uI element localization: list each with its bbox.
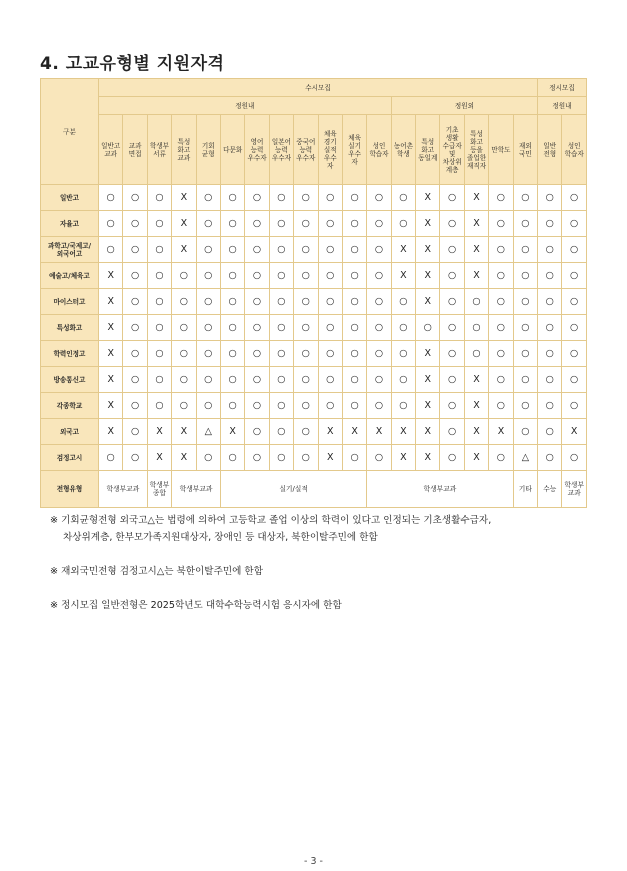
admission-type-cell: 학생부교과 bbox=[367, 471, 513, 508]
eligibility-cell: X bbox=[416, 341, 440, 367]
column-header: 기회 균형 bbox=[196, 115, 220, 185]
eligibility-cell: ○ bbox=[489, 341, 513, 367]
eligibility-cell: ○ bbox=[172, 315, 196, 341]
eligibility-cell: ○ bbox=[294, 393, 318, 419]
eligibility-cell: ○ bbox=[245, 445, 269, 471]
eligibility-cell: ○ bbox=[513, 237, 537, 263]
eligibility-cell: ○ bbox=[172, 367, 196, 393]
eligibility-cell: ○ bbox=[294, 341, 318, 367]
eligibility-cell: ○ bbox=[367, 185, 391, 211]
eligibility-cell: X bbox=[99, 315, 123, 341]
table-row bbox=[41, 289, 587, 315]
eligibility-cell: ○ bbox=[99, 185, 123, 211]
eligibility-cell: ○ bbox=[440, 315, 464, 341]
eligibility-cell: ○ bbox=[245, 289, 269, 315]
eligibility-cell: ○ bbox=[318, 289, 342, 315]
eligibility-cell: ○ bbox=[196, 341, 220, 367]
eligibility-cell: ○ bbox=[220, 185, 244, 211]
eligibility-cell: ○ bbox=[562, 185, 586, 211]
eligibility-cell: X bbox=[464, 445, 488, 471]
note bbox=[50, 597, 590, 614]
eligibility-cell: ○ bbox=[342, 315, 366, 341]
eligibility-cell: ○ bbox=[342, 289, 366, 315]
eligibility-cell: ○ bbox=[123, 289, 147, 315]
eligibility-cell: X bbox=[99, 367, 123, 393]
eligibility-cell: X bbox=[147, 445, 171, 471]
eligibility-cell: ○ bbox=[513, 315, 537, 341]
eligibility-cell: ○ bbox=[562, 211, 586, 237]
eligibility-cell: ○ bbox=[147, 237, 171, 263]
note-line: ※ 정시모집 일반전형은 2025학년도 대학수학능력시험 응시자에 한함 bbox=[50, 600, 342, 611]
column-header: 다문화 bbox=[220, 115, 244, 185]
eligibility-cell: ○ bbox=[318, 185, 342, 211]
eligibility-cell: ○ bbox=[220, 445, 244, 471]
note-line: ※ 기회균형전형 외국고△는 법령에 의하여 고등학교 졸업 이상의 학력이 있다고 인정되는 기초생활수급자, bbox=[50, 515, 492, 526]
column-header: 재외 국민 bbox=[513, 115, 537, 185]
eligibility-cell: ○ bbox=[538, 315, 562, 341]
eligibility-cell: ○ bbox=[342, 445, 366, 471]
eligibility-cell: ○ bbox=[440, 367, 464, 393]
page-number: - 3 - bbox=[304, 856, 323, 867]
eligibility-cell: ○ bbox=[318, 211, 342, 237]
eligibility-cell: ○ bbox=[196, 211, 220, 237]
eligibility-cell: X bbox=[416, 445, 440, 471]
row-label: 검정고시 bbox=[41, 445, 99, 471]
eligibility-cell: X bbox=[416, 419, 440, 445]
column-header: 만학도 bbox=[489, 115, 513, 185]
table-row bbox=[41, 263, 587, 289]
eligibility-cell: ○ bbox=[562, 237, 586, 263]
eligibility-cell: X bbox=[342, 419, 366, 445]
eligibility-cell: ○ bbox=[538, 185, 562, 211]
eligibility-cell: ○ bbox=[294, 237, 318, 263]
eligibility-cell: ○ bbox=[318, 367, 342, 393]
eligibility-cell: ○ bbox=[391, 367, 415, 393]
eligibility-cell: X bbox=[562, 419, 586, 445]
eligibility-cell: ○ bbox=[220, 315, 244, 341]
eligibility-cell: ○ bbox=[245, 393, 269, 419]
eligibility-cell: ○ bbox=[342, 237, 366, 263]
eligibility-cell: ○ bbox=[196, 367, 220, 393]
eligibility-cell: ○ bbox=[416, 315, 440, 341]
eligibility-cell: ○ bbox=[269, 185, 293, 211]
footer-label: 전형유형 bbox=[41, 471, 99, 508]
row-label: 마이스터고 bbox=[41, 289, 99, 315]
eligibility-cell: X bbox=[172, 445, 196, 471]
eligibility-cell: X bbox=[416, 237, 440, 263]
eligibility-cell: X bbox=[464, 211, 488, 237]
column-header: 학생부 서류 bbox=[147, 115, 171, 185]
eligibility-cell: X bbox=[391, 237, 415, 263]
admission-type-cell: 학생부교과 bbox=[172, 471, 221, 508]
eligibility-cell: ○ bbox=[220, 211, 244, 237]
eligibility-cell: ○ bbox=[147, 367, 171, 393]
eligibility-cell: X bbox=[172, 237, 196, 263]
eligibility-cell: ○ bbox=[245, 419, 269, 445]
column-header: 성인 학습자 bbox=[562, 115, 586, 185]
eligibility-cell: △ bbox=[513, 445, 537, 471]
row-label: 자율고 bbox=[41, 211, 99, 237]
eligibility-cell: ○ bbox=[196, 315, 220, 341]
eligibility-cell: ○ bbox=[99, 237, 123, 263]
jeongsi-quota-in-header: 정원내 bbox=[538, 97, 587, 115]
eligibility-cell: X bbox=[416, 263, 440, 289]
note bbox=[50, 512, 590, 546]
eligibility-cell: ○ bbox=[196, 185, 220, 211]
eligibility-cell: ○ bbox=[196, 445, 220, 471]
admission-type-cell: 수능 bbox=[538, 471, 562, 508]
eligibility-cell: X bbox=[416, 367, 440, 393]
eligibility-cell: ○ bbox=[538, 419, 562, 445]
eligibility-cell: ○ bbox=[99, 211, 123, 237]
column-header: 중국어 능력 우수자 bbox=[294, 115, 318, 185]
eligibility-cell: ○ bbox=[172, 393, 196, 419]
column-header: 특성 화고 교과 bbox=[172, 115, 196, 185]
eligibility-cell: ○ bbox=[123, 237, 147, 263]
eligibility-cell: ○ bbox=[391, 315, 415, 341]
note bbox=[50, 563, 590, 580]
footer-row bbox=[41, 471, 587, 508]
eligibility-cell: ○ bbox=[367, 315, 391, 341]
eligibility-cell: ○ bbox=[367, 341, 391, 367]
eligibility-cell: ○ bbox=[245, 237, 269, 263]
eligibility-cell: ○ bbox=[513, 419, 537, 445]
column-header: 교과 면접 bbox=[123, 115, 147, 185]
row-label: 학력인정고 bbox=[41, 341, 99, 367]
eligibility-cell: X bbox=[391, 445, 415, 471]
row-label: 각종학교 bbox=[41, 393, 99, 419]
eligibility-cell: ○ bbox=[440, 393, 464, 419]
eligibility-cell: ○ bbox=[513, 393, 537, 419]
eligibility-cell: ○ bbox=[147, 315, 171, 341]
eligibility-cell: ○ bbox=[99, 445, 123, 471]
eligibility-cell: ○ bbox=[489, 445, 513, 471]
table-row bbox=[41, 315, 587, 341]
table-row bbox=[41, 367, 587, 393]
eligibility-cell: ○ bbox=[269, 419, 293, 445]
eligibility-cell: ○ bbox=[538, 393, 562, 419]
note-line: ※ 재외국민전형 검정고시△는 북한이탈주민에 한함 bbox=[50, 566, 263, 577]
table-row bbox=[41, 341, 587, 367]
eligibility-cell: ○ bbox=[172, 263, 196, 289]
eligibility-cell: ○ bbox=[513, 367, 537, 393]
column-header: 일본어 능력 우수자 bbox=[269, 115, 293, 185]
eligibility-cell: ○ bbox=[342, 185, 366, 211]
column-header: 특성 화고 등을 졸업한 재직자 bbox=[464, 115, 488, 185]
eligibility-cell: X bbox=[172, 211, 196, 237]
eligibility-cell: ○ bbox=[269, 367, 293, 393]
eligibility-cell: ○ bbox=[245, 211, 269, 237]
eligibility-cell: X bbox=[391, 419, 415, 445]
eligibility-cell: ○ bbox=[440, 263, 464, 289]
eligibility-cell: ○ bbox=[440, 185, 464, 211]
column-header: 체육 실기 우수 자 bbox=[342, 115, 366, 185]
eligibility-cell: ○ bbox=[318, 393, 342, 419]
eligibility-cell: X bbox=[416, 393, 440, 419]
eligibility-cell: ○ bbox=[538, 237, 562, 263]
eligibility-cell: ○ bbox=[342, 341, 366, 367]
eligibility-cell: ○ bbox=[562, 367, 586, 393]
eligibility-cell: X bbox=[391, 263, 415, 289]
eligibility-cell: ○ bbox=[513, 289, 537, 315]
eligibility-cell: X bbox=[318, 445, 342, 471]
eligibility-cell: ○ bbox=[513, 185, 537, 211]
eligibility-cell: ○ bbox=[294, 367, 318, 393]
eligibility-cell: ○ bbox=[367, 211, 391, 237]
eligibility-cell: ○ bbox=[464, 341, 488, 367]
eligibility-cell: ○ bbox=[318, 263, 342, 289]
eligibility-cell: ○ bbox=[123, 185, 147, 211]
eligibility-cell: ○ bbox=[245, 263, 269, 289]
eligibility-cell: ○ bbox=[245, 341, 269, 367]
corner-header: 구분 bbox=[41, 79, 99, 185]
table-row bbox=[41, 445, 587, 471]
row-label: 외국고 bbox=[41, 419, 99, 445]
eligibility-cell: ○ bbox=[489, 367, 513, 393]
column-header: 일반 전형 bbox=[538, 115, 562, 185]
eligibility-cell: ○ bbox=[294, 211, 318, 237]
eligibility-cell: ○ bbox=[440, 211, 464, 237]
column-header: 체육 경기 실적 우수 자 bbox=[318, 115, 342, 185]
row-label: 일반고 bbox=[41, 185, 99, 211]
eligibility-table bbox=[40, 78, 587, 508]
eligibility-cell: ○ bbox=[464, 315, 488, 341]
eligibility-cell: X bbox=[464, 185, 488, 211]
table-row bbox=[41, 211, 587, 237]
table-row bbox=[41, 237, 587, 263]
eligibility-cell: ○ bbox=[489, 289, 513, 315]
eligibility-cell: ○ bbox=[391, 211, 415, 237]
row-label: 특성화고 bbox=[41, 315, 99, 341]
eligibility-cell: X bbox=[464, 419, 488, 445]
eligibility-cell: ○ bbox=[269, 315, 293, 341]
eligibility-cell: X bbox=[172, 419, 196, 445]
eligibility-cell: ○ bbox=[562, 263, 586, 289]
eligibility-cell: X bbox=[99, 263, 123, 289]
eligibility-cell: ○ bbox=[318, 315, 342, 341]
eligibility-cell: △ bbox=[196, 419, 220, 445]
column-header: 특성 화고 동일계 bbox=[416, 115, 440, 185]
eligibility-cell: ○ bbox=[269, 445, 293, 471]
eligibility-cell: ○ bbox=[513, 211, 537, 237]
eligibility-cell: ○ bbox=[513, 263, 537, 289]
eligibility-cell: X bbox=[99, 419, 123, 445]
eligibility-cell: ○ bbox=[196, 237, 220, 263]
susi-quota-in-header: 정원내 bbox=[99, 97, 392, 115]
admission-type-cell: 학생부 종합 bbox=[147, 471, 171, 508]
eligibility-cell: X bbox=[220, 419, 244, 445]
eligibility-cell: ○ bbox=[538, 341, 562, 367]
eligibility-cell: ○ bbox=[440, 341, 464, 367]
eligibility-cell: ○ bbox=[367, 445, 391, 471]
eligibility-cell: ○ bbox=[538, 289, 562, 315]
eligibility-cell: ○ bbox=[391, 289, 415, 315]
eligibility-cell: ○ bbox=[489, 185, 513, 211]
admission-type-cell: 학생부 교과 bbox=[562, 471, 586, 508]
eligibility-cell: ○ bbox=[513, 341, 537, 367]
eligibility-cell: ○ bbox=[123, 211, 147, 237]
table-row bbox=[41, 185, 587, 211]
eligibility-cell: ○ bbox=[123, 263, 147, 289]
eligibility-cell: ○ bbox=[123, 315, 147, 341]
eligibility-cell: X bbox=[464, 367, 488, 393]
eligibility-cell: X bbox=[99, 393, 123, 419]
note-line: 차상위계층, 한부모가족지원대상자, 장애인 등 대상자, 북한이탈주민에 한함 bbox=[63, 532, 378, 543]
eligibility-cell: ○ bbox=[220, 237, 244, 263]
eligibility-cell: ○ bbox=[562, 341, 586, 367]
row-label: 방송통신고 bbox=[41, 367, 99, 393]
eligibility-cell: ○ bbox=[269, 263, 293, 289]
eligibility-cell: ○ bbox=[245, 367, 269, 393]
eligibility-cell: ○ bbox=[123, 393, 147, 419]
admission-type-cell: 기타 bbox=[513, 471, 537, 508]
column-header: 성인 학습자 bbox=[367, 115, 391, 185]
row-label: 과학고/국제고/ 외국어고 bbox=[41, 237, 99, 263]
eligibility-cell: ○ bbox=[562, 289, 586, 315]
row-label: 예술고/체육고 bbox=[41, 263, 99, 289]
column-header: 영어 능력 우수자 bbox=[245, 115, 269, 185]
eligibility-cell: ○ bbox=[294, 445, 318, 471]
eligibility-cell: ○ bbox=[123, 445, 147, 471]
eligibility-cell: X bbox=[99, 341, 123, 367]
eligibility-cell: ○ bbox=[367, 263, 391, 289]
eligibility-cell: ○ bbox=[123, 419, 147, 445]
eligibility-cell: ○ bbox=[342, 367, 366, 393]
table-row bbox=[41, 393, 587, 419]
eligibility-cell: ○ bbox=[269, 211, 293, 237]
section-title: 4. 고교유형별 지원자격 bbox=[40, 54, 225, 74]
eligibility-cell: ○ bbox=[538, 263, 562, 289]
eligibility-cell: ○ bbox=[318, 341, 342, 367]
eligibility-cell: ○ bbox=[464, 289, 488, 315]
eligibility-cell: ○ bbox=[294, 289, 318, 315]
eligibility-cell: ○ bbox=[196, 289, 220, 315]
eligibility-cell: ○ bbox=[538, 445, 562, 471]
eligibility-cell: ○ bbox=[147, 393, 171, 419]
admission-type-cell: 실기/실적 bbox=[220, 471, 366, 508]
eligibility-cell: ○ bbox=[220, 263, 244, 289]
eligibility-cell: ○ bbox=[269, 393, 293, 419]
notes bbox=[50, 512, 590, 631]
eligibility-cell: ○ bbox=[367, 237, 391, 263]
eligibility-cell: ○ bbox=[269, 237, 293, 263]
eligibility-cell: ○ bbox=[172, 289, 196, 315]
eligibility-cell: ○ bbox=[489, 211, 513, 237]
eligibility-cell: X bbox=[172, 185, 196, 211]
eligibility-cell: ○ bbox=[147, 185, 171, 211]
eligibility-cell: ○ bbox=[294, 315, 318, 341]
eligibility-cell: X bbox=[147, 419, 171, 445]
eligibility-cell: ○ bbox=[440, 237, 464, 263]
eligibility-cell: ○ bbox=[269, 341, 293, 367]
eligibility-cell: ○ bbox=[562, 315, 586, 341]
eligibility-cell: X bbox=[99, 289, 123, 315]
eligibility-cell: ○ bbox=[391, 341, 415, 367]
susi-quota-out-header: 정원외 bbox=[391, 97, 537, 115]
eligibility-cell: ○ bbox=[538, 211, 562, 237]
eligibility-cell: ○ bbox=[172, 341, 196, 367]
column-header: 농어촌 학생 bbox=[391, 115, 415, 185]
eligibility-cell: ○ bbox=[123, 341, 147, 367]
eligibility-cell: ○ bbox=[196, 263, 220, 289]
eligibility-cell: X bbox=[416, 211, 440, 237]
eligibility-cell: ○ bbox=[367, 393, 391, 419]
eligibility-cell: ○ bbox=[147, 341, 171, 367]
eligibility-cell: ○ bbox=[294, 263, 318, 289]
column-header: 기초 생활 수급자 및 차상위 계층 bbox=[440, 115, 464, 185]
eligibility-cell: ○ bbox=[562, 445, 586, 471]
eligibility-cell: X bbox=[318, 419, 342, 445]
eligibility-cell: ○ bbox=[489, 237, 513, 263]
eligibility-cell: X bbox=[489, 419, 513, 445]
eligibility-cell: ○ bbox=[342, 263, 366, 289]
eligibility-cell: X bbox=[367, 419, 391, 445]
eligibility-cell: ○ bbox=[318, 237, 342, 263]
eligibility-cell: ○ bbox=[489, 263, 513, 289]
eligibility-cell: ○ bbox=[220, 341, 244, 367]
eligibility-cell: ○ bbox=[538, 367, 562, 393]
eligibility-cell: ○ bbox=[147, 289, 171, 315]
eligibility-cell: ○ bbox=[342, 211, 366, 237]
eligibility-cell: ○ bbox=[245, 185, 269, 211]
eligibility-cell: ○ bbox=[123, 367, 147, 393]
eligibility-cell: ○ bbox=[220, 289, 244, 315]
eligibility-cell: ○ bbox=[269, 289, 293, 315]
eligibility-cell: ○ bbox=[196, 393, 220, 419]
eligibility-cell: ○ bbox=[391, 185, 415, 211]
admission-type-cell: 학생부교과 bbox=[99, 471, 148, 508]
eligibility-cell: ○ bbox=[245, 315, 269, 341]
eligibility-cell: ○ bbox=[440, 289, 464, 315]
eligibility-cell: ○ bbox=[489, 393, 513, 419]
eligibility-cell: ○ bbox=[220, 367, 244, 393]
susi-header: 수시모집 bbox=[99, 79, 538, 97]
jeongsi-header: 정시모집 bbox=[538, 79, 587, 97]
eligibility-cell: ○ bbox=[342, 393, 366, 419]
eligibility-cell: ○ bbox=[147, 263, 171, 289]
eligibility-cell: ○ bbox=[440, 445, 464, 471]
eligibility-cell: X bbox=[416, 289, 440, 315]
eligibility-cell: ○ bbox=[294, 185, 318, 211]
eligibility-cell: X bbox=[464, 237, 488, 263]
table-row bbox=[41, 419, 587, 445]
eligibility-cell: ○ bbox=[367, 367, 391, 393]
eligibility-cell: ○ bbox=[562, 393, 586, 419]
eligibility-cell: X bbox=[464, 263, 488, 289]
eligibility-cell: ○ bbox=[391, 393, 415, 419]
eligibility-cell: ○ bbox=[440, 419, 464, 445]
eligibility-cell: ○ bbox=[220, 393, 244, 419]
eligibility-cell: ○ bbox=[489, 315, 513, 341]
eligibility-cell: ○ bbox=[294, 419, 318, 445]
eligibility-cell: ○ bbox=[367, 289, 391, 315]
eligibility-cell: ○ bbox=[147, 211, 171, 237]
eligibility-cell: X bbox=[416, 185, 440, 211]
column-header: 일반고 교과 bbox=[99, 115, 123, 185]
eligibility-cell: X bbox=[464, 393, 488, 419]
